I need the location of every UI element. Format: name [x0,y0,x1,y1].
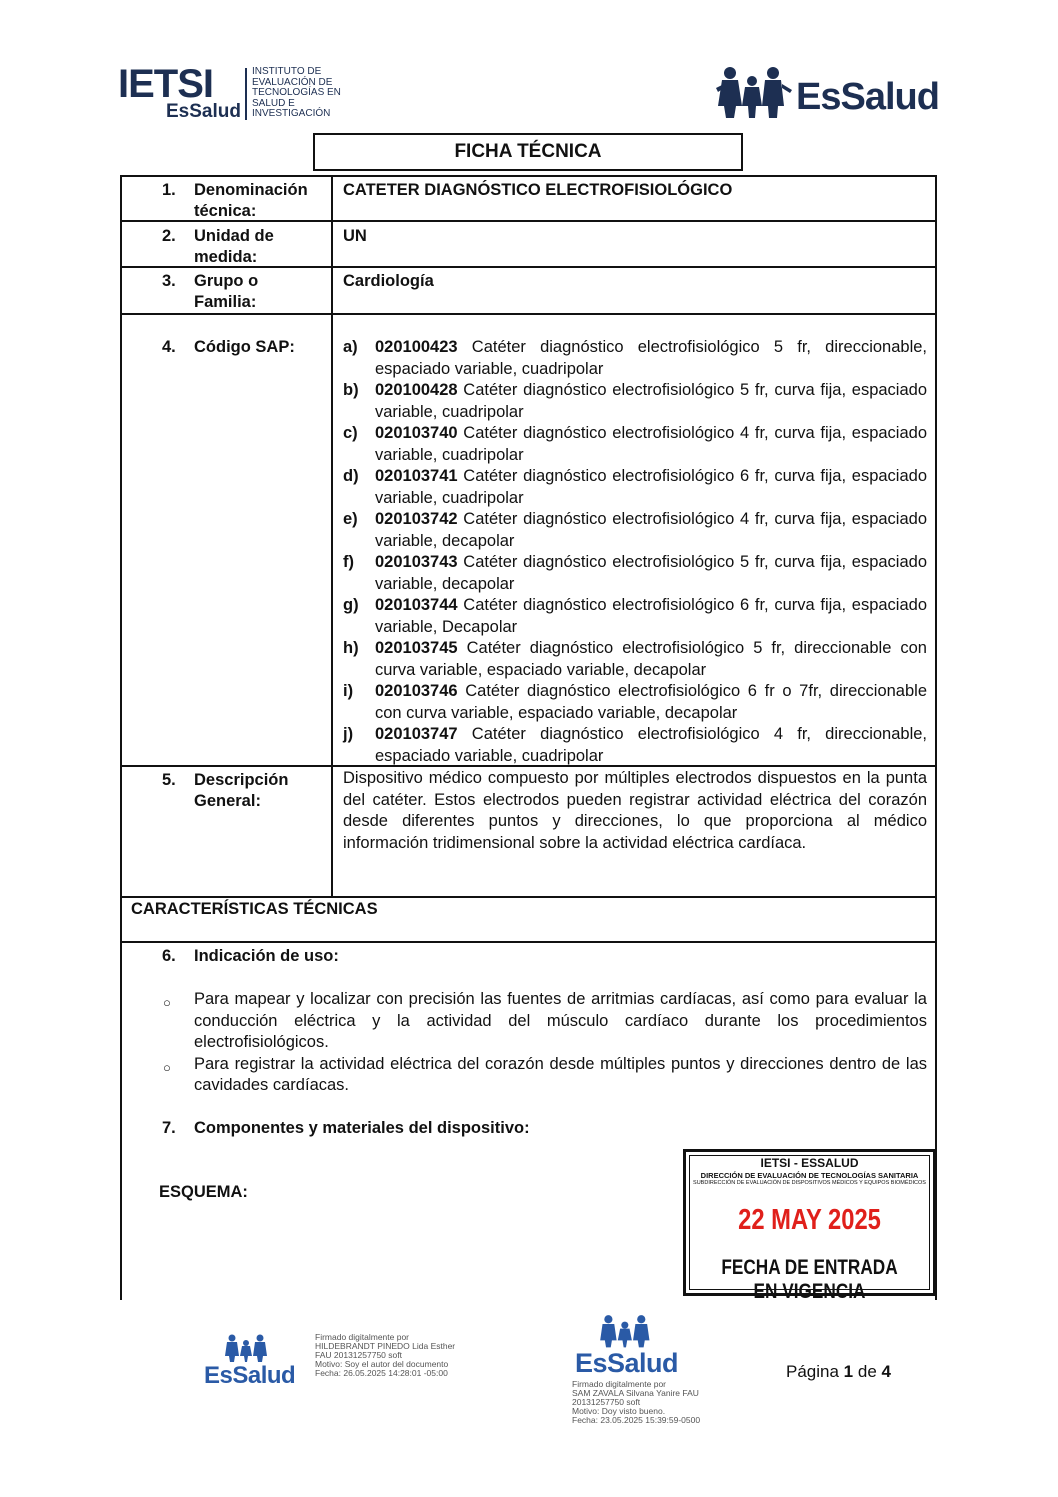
essalud-logo-text: EsSalud [796,76,939,118]
stamp-org: IETSI - ESSALUD [760,1156,859,1170]
validity-stamp [683,1149,936,1303]
indication-list [160,989,927,1097]
field-value-descripcion: Dispositivo médico compuesto por múltiples electrodos dispuestos en la punta del catéter. Estos electrodos pueden registrar actividad eléctrica del corazón desde diferentes puntos y direcciones, lo que proporciona al médico información tridimensional sobre la actividad eléctrica cardíaca. [343,769,927,852]
list-item: g) 020103744 Catéter diagnóstico electrofisiológico 6 fr, curva fija, espaciado variable, Decapolar [343,596,927,636]
field-value-grupo: Cardiología [343,272,434,290]
esquema-label: ESQUEMA: [159,1183,248,1201]
sap-code-list [343,337,927,767]
ietsi-logo [118,64,348,124]
page-number: Página 1 de 4 [786,1362,891,1381]
list-item: f) 020103743 Catéter diagnóstico electrofisiológico 5 fr, curva fija, espaciado variable, decapolar [343,553,927,593]
stamp-line1: DIRECCIÓN DE EVALUACIÓN DE TECNOLOGÍAS SANITARIA [700,1171,919,1180]
family-figures-icon [599,1314,653,1348]
ietsi-logo-sub: EsSalud [166,101,241,122]
stamp-line2: SUBDIRECCIÓN DE EVALUACIÓN DE DISPOSITIVOS MÉDICOS Y EQUIPOS BIOMÉDICOS [693,1180,926,1186]
page-title: FICHA TÉCNICA [313,133,743,171]
list-item: d) 020103741 Catéter diagnóstico electrofisiológico 6 fr, curva fija, espaciado variable, cuadripolar [343,467,927,507]
column-divider [331,176,333,896]
family-figures-icon [716,66,796,120]
list-item: i) 020103746 Catéter diagnóstico electrofisiológico 6 fr o 7fr, direccionable con curva variable, espaciado variable, decapolar [343,682,927,722]
footer-logo-left [204,1334,294,1390]
list-item: b) 020100428 Catéter diagnóstico electrofisiológico 5 fr, curva fija, espaciado variable, cuadripolar [343,381,927,421]
field-value-denominacion: CATETER DIAGNÓSTICO ELECTROFISIOLÓGICO [343,181,733,199]
footer-logo-right-text: EsSalud [575,1348,679,1378]
ietsi-logo-divider [245,68,247,120]
signature-left: Firmado digitalmente por HILDEBRANDT PINEDO Lida Esther FAU 20131257750 soft Motivo: Soy el autor del documento Fecha: 26.05.2025 14:28:01 -05:00 [315,1332,456,1378]
field-value-unidad: UN [343,227,367,245]
list-item: a) 020100423 Catéter diagnóstico electrofisiológico 5 fr, direccionable, espaciado variable, cuadripolar [343,338,927,378]
essalud-logo [716,66,941,120]
bullet-icon: ○ [163,1059,171,1075]
list-item: j) 020103747 Catéter diagnóstico electrofisiológico 4 fr, direccionable, espaciado variable, cuadripolar [343,725,927,765]
footer-logo-left-text: EsSalud [204,1362,296,1389]
signature-right: Firmado digitalmente por SAM ZAVALA Silvana Yanire FAU 20131257750 soft Motivo: Doy visto bueno. Fecha: 23.05.2025 15:39:59-0500 [572,1379,701,1425]
list-item: c) 020103740 Catéter diagnóstico electrofisiológico 4 fr, curva fija, espaciado variable, cuadripolar [343,424,927,464]
list-item: ○ Para mapear y localizar con precisión las fuentes de arritmias cardíacas, así como para evaluar la conducción eléctrica y la actividad del músculo cardíaco durante los procedimientos electrofisiológicos. [163,990,927,1051]
family-figures-icon [224,1334,270,1362]
list-item: ○ Para registrar la actividad eléctrica del corazón desde múltiples puntos y direcciones dentro de las cavidades cardíacas. [163,1054,927,1094]
ietsi-logo-name: IETSI [118,62,214,106]
list-item: e) 020103742 Catéter diagnóstico electrofisiológico 4 fr, curva fija, espaciado variable, decapolar [343,510,927,550]
section-title: CARACTERÍSTICAS TÉCNICAS [131,900,378,918]
bullet-icon: ○ [163,995,171,1010]
ietsi-logo-institute: INSTITUTO DE EVALUACIÓN DE TECNOLOGÍAS EN SALUD E INVESTIGACIÓN [252,66,341,119]
row-divider [120,896,937,898]
stamp-caption: FECHA DE ENTRADA EN VIGENCIA [721,1256,898,1303]
stamp-date: 22 MAY 2025 [738,1204,881,1236]
footer-logo-right [575,1314,685,1380]
list-item: h) 020103745 Catéter diagnóstico electrofisiológico 5 fr, direccionable con curva variable, espaciado variable, decapolar [343,639,927,679]
row-divider [120,313,937,315]
row-divider [120,941,937,943]
